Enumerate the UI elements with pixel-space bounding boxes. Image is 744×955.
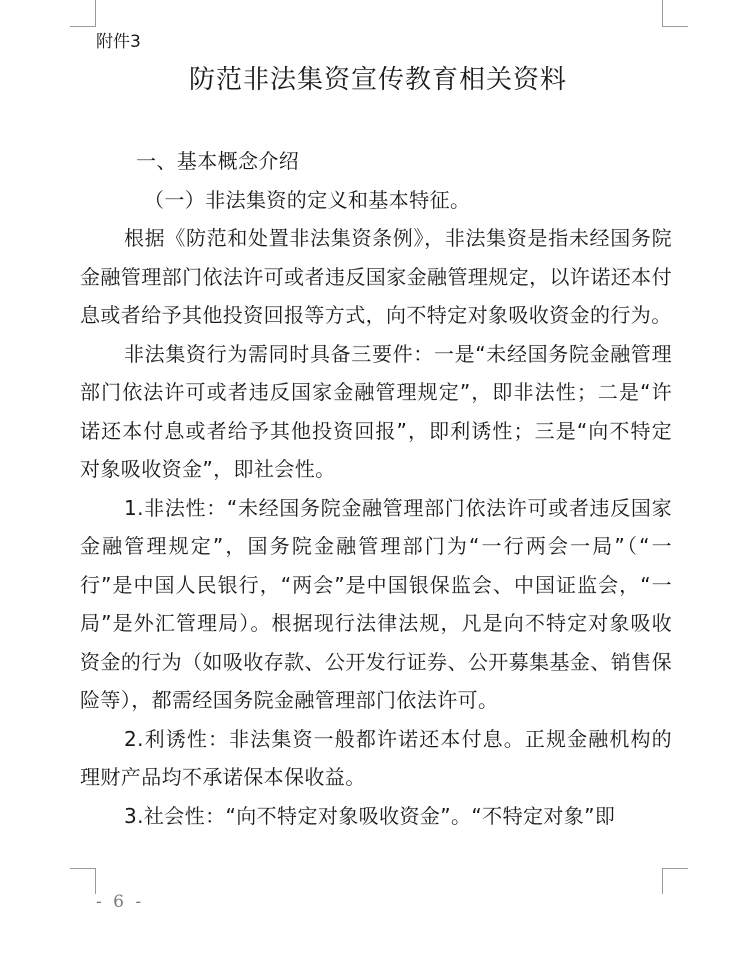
paragraph-illegality: 1.非法性：“未经国务院金融管理部门依法许可或者违反国家金融管理规定”，国务院金融管理部门为“一行两会一局”（“一行”是中国人民银行，“两会”是中国银保监会、中国证监会，“一局”是外汇管理局）。根据现行法律法规，凡是向不特定对象吸收资金的行为（如吸收存款、公开发行证券、公开募集基金、销售保险等），都需经国务院金融管理部门依法许可。 bbox=[80, 495, 672, 712]
page-number: - 6 - bbox=[96, 892, 145, 912]
crop-mark-bottom-right bbox=[662, 868, 663, 894]
crop-mark-top-right bbox=[662, 26, 688, 27]
crop-mark-bottom-left bbox=[95, 868, 96, 894]
document-body bbox=[80, 142, 672, 835]
document-title: 防范非法集资宣传教育相关资料 bbox=[188, 65, 567, 95]
section-heading: 一、基本概念介绍 bbox=[136, 149, 300, 173]
paragraph-three-elements: 非法集资行为需同时具备三要件：一是“未经国务院金融管理部门依法许可或者违反国家金融管理规定”，即非法性；二是“许诺还本付息或者给予其他投资回报”，即利诱性；三是“向不特定对象吸收资金”，即社会性。 bbox=[80, 341, 672, 481]
crop-mark-top-left bbox=[70, 26, 96, 27]
crop-mark-top-left bbox=[95, 0, 96, 26]
paragraph-definition: 根据《防范和处置非法集资条例》，非法集资是指未经国务院金融管理部门依法许可或者违反国家金融管理规定，以许诺还本付息或者给予其他投资回报等方式，向不特定对象吸收资金的行为。 bbox=[80, 226, 672, 327]
subsection-heading: （一）非法集资的定义和基本特征。 bbox=[144, 187, 471, 212]
attachment-label: 附件3 bbox=[96, 32, 141, 52]
crop-mark-bottom-left bbox=[70, 868, 96, 869]
paragraph-inducement: 2.利诱性：非法集资一般都许诺还本付息。正规金融机构的理财产品均不承诺保本保收益。 bbox=[80, 726, 672, 789]
crop-mark-bottom-right bbox=[662, 868, 688, 869]
paragraph-sociality: 3.社会性：“向不特定对象吸收资金”。“不特定对象”即 bbox=[124, 803, 616, 828]
crop-mark-top-right bbox=[662, 0, 663, 26]
